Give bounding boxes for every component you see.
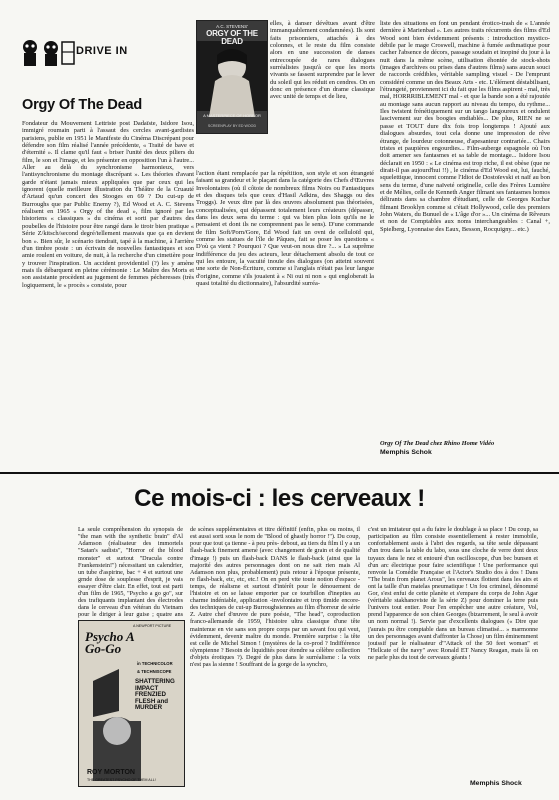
poster2-title: Psycho A Go-Go — [85, 629, 134, 656]
article1-text-col1: Fondateur du Mouvement Lettriste post Dadaïste, Isidore Isou, immigré roumain parti à l'assaut des cercles avant-gardistes parisiens, publie en 1951 le Manifeste du Cinéma Discrépant pour défendre son film réalisé l'année précédente, « Traité de bave et d'éternité ». Il clame qu'il faut « briser l'unité des deux piliers du film, le son et l'image, et les présenter en opposition l'un à l'autre... Aller au delà du synchronisme harmonieux, vers l'antisynchronisme du montage discrépant ». Les théories d'avant garde n'étant jamais mieux appliquées que par ceux qui les ignorent (quelle meilleure illustration du Théâtre de la Cruauté d'Artaud qu'un concert des Stooges en 69 ? Du cut-up de Burroughs que par Public Enemy ?), Ed Wood et A. C. Stevens réalisent en 1965 « Orgy of the dead », film ignoré par les historiens « classiques » du cinéma et sorti par d'autres des poubelles de l'histoire pour être rangé dans le tiroir bien pratique « Série Z/kitsch/second degré/tellement mauvais que ça en devient bon ». Bien sûr, le scénario tiendrait, tapé à la machine, à l'arrière d'un timbre poste : un écrivain de nouvelles fantastiques et son amie roulent en voiture, de nuit, à la recherche d'un cimetière pour y trouver l'inspiration. Un accident providentiel (?) les y amène mais ils débarquent en pleine cérémonie : Le Maître des Morts et son assistante procèdent au jugement de femmes pécheresses (très logiquement, le « procès » consiste, pour — [22, 120, 194, 289]
article1-text-col2b: l'action étant remplacée par la répétition, son style et son étrangeté faisant sa grandeur et le plaçant dans la catégorie des Chefs d'Œuvres Involontaires (où il côtoie de nombreux films Noirs ou Fantastiques et des disques tels que ceux d'Hasil Adkins, des Shaggs ou des Troggs). Je veux dire par là des œuvres absolument pas théorisées, conceptualisées, qui dépassent totalement leurs créateurs (dépasser, dans les deux sens du terme : qui va bien plus loin qu'ils ne le pensaient et dont ils ne comprennent pas le sens). D'une commande de film Soft/Porn/Gore, Ed Wood fait un ovni de celluloïd qui, comme les statues de l'île de Pâques, fait se poser les questions « D'où ça vient ? Pourquoi ? Que veut-on nous dire ?... » La suprême indifférence du jeu des acteurs, leur détachement absolu de tout ce qui les entoure, la vacuité inouïe des dialogues (on atteint souvent une sorte de Non-Écriture, comme si l'anglais n'était pas leur langue d'origine, comme s'ils jouaient à « Ni oui ni non » qui engloberait la quasi totalité du dictionnaire), l'absurdité surréa- — [196, 170, 374, 288]
poster2-star-sub: THE GREATEST PSYCHO OF THEM ALL! — [87, 778, 156, 782]
drive-in-label: DRIVE IN — [76, 45, 128, 57]
poster1-title: ORGY OF THE DEAD — [206, 29, 258, 46]
orgy-of-the-dead-poster — [196, 20, 268, 134]
article1-credit-line: Orgy Of The Dead chez Rhino Home Vidéo — [380, 440, 495, 447]
article1-column-1 — [22, 120, 194, 457]
article2-headline: Ce mois-ci : les cerveaux ! — [134, 485, 425, 512]
article2-column-1 — [78, 520, 183, 618]
psycho-a-go-go-poster — [78, 620, 185, 787]
article1-text-col3: liste des situations en font un pendant érotico-trash de « L'année dernière à Marienbad ». Les autres traits récurrents des films d'Ed Wood sont bien évidemment présents : introduction mystico-débile par le mage Croswell, machine à fumée asthmatique pour cacher l'absence de décors, passage soudain et inopiné du jour à la nuit dans la même scène, utilisation éhontée de stock-shots (images d'archives ou prises dans d'autres films) sans aucun souci de raccords crédibles, véritable sampling visuel - De l'emprunt considéré comme un des Beaux Arts - etc. L'élément déstabilisant, l'étrangeté, proviennent ici du fait que les films aspirent - mal, très mal, HORRRIBLEMENT mal - et que la bande son a été rajoutée au montage sans aucun rapport au niveau du tempo, du rythme... Iles twistent frénétiquement sur un tango langoureux et ondulent lascivement sur des boogies endiablés... De plus, RIEN ne se passe et TOUT dure dix fois trop longtemps ! Ajouté aux dialogues absurdes, tout cela donne une impression de rêve étrange, de lourdeur cotonneuse, d'apesanteur contrariée... Chairs tristes et paupières engourdies... Film-auberge espagnole où l'on doit amener ses fantasmes et sa table de montage... Isidore Isou déclarait en 1950 : « Le cinéma est trop riche, il est obèse (que ne dirait-il pas aujourd'hui !!) , le cinéma d'Ed Wood est, lui, fauché, squelettique, innocent comme l'Idiot de Dostoïevski et naïf au bon sens du terme, d'une naïveté originelle, celle des Frères Lumière et de Mélies, celle de Kenneth Anger filmant ses fantasmes homos délirants dans sa chambre d'étudiant, celle de Georges Kuchar filmant Brooklyn comme si c'était Hollywood, celle des premiers John Waters, du Bunuel de « L'âge d'or »... Un cinéma de Rêveurs et non de Comptables aux noms interchangeables : Canal +, Spielberg, Lyonnaise des Eaux, Besson, Rocquigny... etc.) — [380, 20, 550, 233]
article2-signature: Memphis Shock — [470, 780, 522, 787]
article2-column-2 — [190, 520, 360, 788]
article2-text-col3: c'est un imitateur qui a du faire le doublage à sa place ! Du coup, sa participation au film consiste essentiellement à rester immobile, confortablement assis à l'abri des regards, sa tête seule dépassant d'un trou dans la table du labo, sous une cloche de verre dont deux tuyaux dans le nez et entouré d'un oscilloscope, d'un bec bunsen et d'un arc électrique pour faire scientifique ! Une performance qui renvoie la Comédie Française et l'Actor's Studio dos à dos ! Dans "The brain from planet Arous", les cerveaux flottent dans les airs et ont la taille d'un matelas pneumatique ! Un fou criminel, dénommé Gor, s'est enfui de cette planète et s'empare du corps de John Agar (véritable stakhanoviste de la série Z) pour dominer la terre puis l'univers tout entier. Pour l'en empêcher une autre créature, Vol, prend l'apparence de son chien Georges (bizarrement, le seul à avoir un nom normal !). Servie par d'excellents dialogues (« Dire que j'aurais pu être comptable dans un bureau climatisé... » marmonne un des personnages avant d'affronter la Chose) un film éminemment jouissif par le réalisateur d'"Attack of the 50 feet woman" et "Hellcate of the navy" avec Ronald ET Nancy Reagan, mais là on ne parle plus du tout de cerveaux géants ! — [368, 526, 538, 661]
poster2-tech1: in TECHNICOLOR — [137, 661, 173, 666]
section-divider — [0, 472, 559, 474]
poster1-tag: A MASTERPIECE OF HORROR — [203, 113, 261, 118]
article1-signature: Memphis Schok — [380, 449, 432, 456]
poster1-author: A.C. STEVENS' — [216, 24, 248, 29]
article1-column-2b — [196, 170, 374, 458]
poster2-top: A NEWPORT PICTURE — [133, 624, 172, 628]
article2-column-3 — [368, 520, 538, 776]
article1-column-3 — [380, 20, 550, 438]
poster2-tag: SHATTERING IMPACT FRENZIED FLESH and MURDER — [135, 678, 175, 712]
article2-text-col1: La seule compréhension du synopsis de "the man with the synthetic brain" d'Al Adamson (réalisateur des immortels "Satan's sadists", "Horror of the blood monster" et surtout "Dracula contre Frankenstein!") nécessitant un calendrier, un tube d'aspirine, bac + 4 et surtout une grnde dose de souplesse d'esprit, je vais essayer d'être clair. En effet, tout est parti d'un film de 1965, "Psycho a go go", sur des trafiquants implantant des électrodes dans le cerveau d'un vétéran du Vietnam pour le diriger à leur guise ; quatre ans — [78, 526, 183, 618]
article1-title: Orgy Of The Dead — [22, 97, 143, 113]
article2-text-col2: de scènes supplémentaires et titre définitif (enfin, plus ou moins, il est aussi sorti sous le nom de "Blood of ghastly horror !"). Du coup, pour que tout ça tienne - à peu près- debout, au tiers du film il y a un flash-back finement amené (avec changement de grain et de qualité d'image !) puis un flash-back DANS le flash-back (ainsi que la majorité des autres personnages dont on ne sait rien mais Al Adamson non plus, probablement) puis retour à l'époque présente, re flash-back, etc, etc, etc.! On en perd vite toute notion d'espace - temps, de réalisme et surtout d'intérêt pour le dénouement de l'histoire et on se laisse emporter par ce tourbillon d'inepties au charme indéniable, application -involontaire et trop timide encore- des techniques de cut-up Burroughsiennes au film d'horreur de série Z. Autre chef d'œuvre de pure poésie, "The head", coproduction franco-allemande de 1959, l'histoire ultra classique d'une tête maintenue en vie sans son propre corps par un savant fou qui veut, évidemment, devenir maître du monde. Première surprise : la tête est celle de Michel Simon ! (mystères de la co-prod ? Indifférence olympienne ? Besoin de liquidités pour étendre sa célèbre collection d'objets érotiques ?). Degré de plus dans le surréalisme : la voix n'est pas la sienne ! Souffrant de la gorge de la synchro, — [190, 526, 360, 668]
poster2-star: ROY MORTON — [87, 769, 135, 776]
poster2-tech2: & TECHNISCOPE — [137, 669, 172, 674]
article1-text-col2a: elles, à danser dévêtues avant d'être immanquablement condamnées). Ils sont faits prisonniers, attachés à des colonnes, et le reste du film consiste alors en une succession de danses entrecoupée de rares dialogues surréalistes jusqu'à ce que les morts vivants se fassent surprendre par le lever du soleil qui les réduit en cendres. On en donc en présence d'un drame classique avec unité de temps et de lieu, — [270, 20, 375, 101]
poster1-credit: SCREENPLAY BY ED WOOD — [207, 124, 257, 128]
